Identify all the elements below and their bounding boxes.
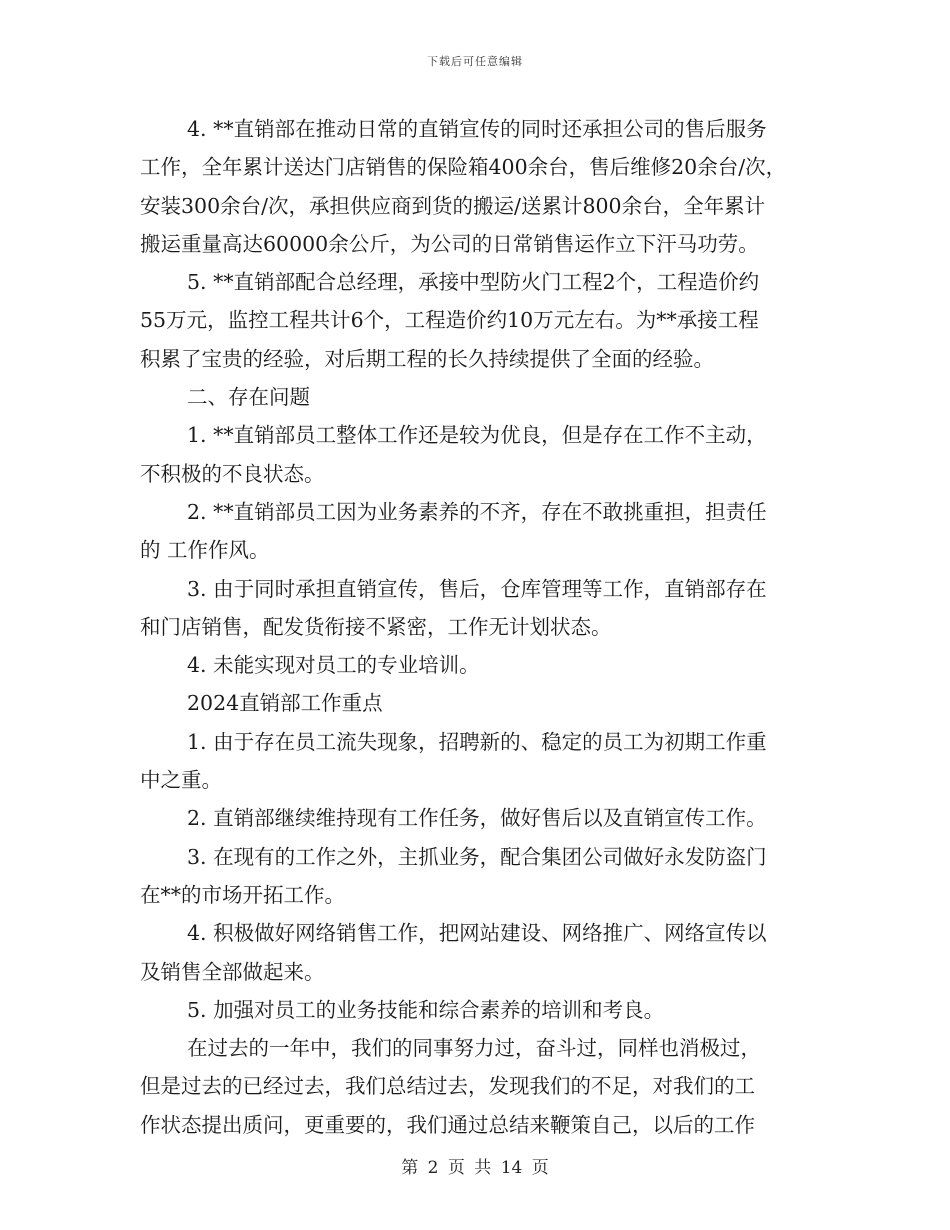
text-line: 不积极的不良状态。 <box>140 461 325 486</box>
text-line: 积累了宝贵的经验，对后期工程的长久持续提供了全面的经验。 <box>140 346 714 371</box>
text-line: 3. 在现有的工作之外，主抓业务，配合集团公司做好永发防盗门 <box>187 844 767 869</box>
text-line: 在过去的一年中，我们的同事努力过，奋斗过，同样也消极过， <box>187 1036 761 1061</box>
text-line: 搬运重量高达60000余公斤，为公司的日常销售运作立下汗马功劳。 <box>140 231 759 256</box>
text-line: 1. **直销部员工整体工作还是较为优良，但是存在工作不主动， <box>187 423 767 448</box>
text-line: 二、存在问题 <box>187 385 310 410</box>
text-line: 4. 未能实现对员工的专业培训。 <box>187 653 480 678</box>
text-line: 2. **直销部员工因为业务素养的不齐，存在不敢挑重担，担责任 <box>187 499 767 524</box>
text-line: 2. 直销部继续维持现有工作任务，做好售后以及直销宣传工作。 <box>187 806 767 831</box>
text-line: 工作，全年累计送达门店销售的保险箱400余台，售后维修20余台/次， <box>140 155 787 180</box>
text-line: 1. 由于存在员工流失现象，招聘新的、稳定的员工为初期工作重 <box>187 729 767 754</box>
text-line: 的 工作作风。 <box>140 538 270 563</box>
text-line: 在**的市场开拓工作。 <box>140 882 345 907</box>
text-line: 55万元，监控工程共计6个，工程造价约10万元左右。为**承接工程 <box>140 308 759 333</box>
text-line: 中之重。 <box>140 768 222 793</box>
text-line: 4. **直销部在推动日常的直销宣传的同时还承担公司的售后服务 <box>187 117 767 141</box>
page-header: 下载后可任意编辑 <box>427 55 523 68</box>
text-line: 但是过去的已经过去，我们总结过去，发现我们的不足，对我们的工 <box>140 1074 755 1099</box>
text-line: 和门店销售，配发货衔接不紧密，工作无计划状态。 <box>140 614 612 639</box>
text-line: 安装300余台/次，承担供应商到货的搬运/送累计800余台，全年累计 <box>140 193 766 218</box>
document-body <box>140 110 820 1144</box>
text-line: 5. 加强对员工的业务技能和综合素养的培训和考良。 <box>187 997 665 1022</box>
text-line: 3. 由于同时承担直销宣传，售后，仓库管理等工作，直销部存在 <box>187 576 767 601</box>
text-line: 作状态提出质问，更重要的，我们通过总结来鞭策自己，以后的工作 <box>140 1112 755 1137</box>
page-footer: 第 2 页 共 14 页 <box>401 1158 549 1178</box>
text-line: 及销售全部做起来。 <box>140 959 325 984</box>
text-line: 4. 积极做好网络销售工作，把网站建设、网络推广、网络宣传以 <box>187 921 767 946</box>
text-line: 5. **直销部配合总经理，承接中型防火门工程2个，工程造价约 <box>187 270 760 295</box>
text-line: 2024直销部工作重点 <box>187 691 383 716</box>
